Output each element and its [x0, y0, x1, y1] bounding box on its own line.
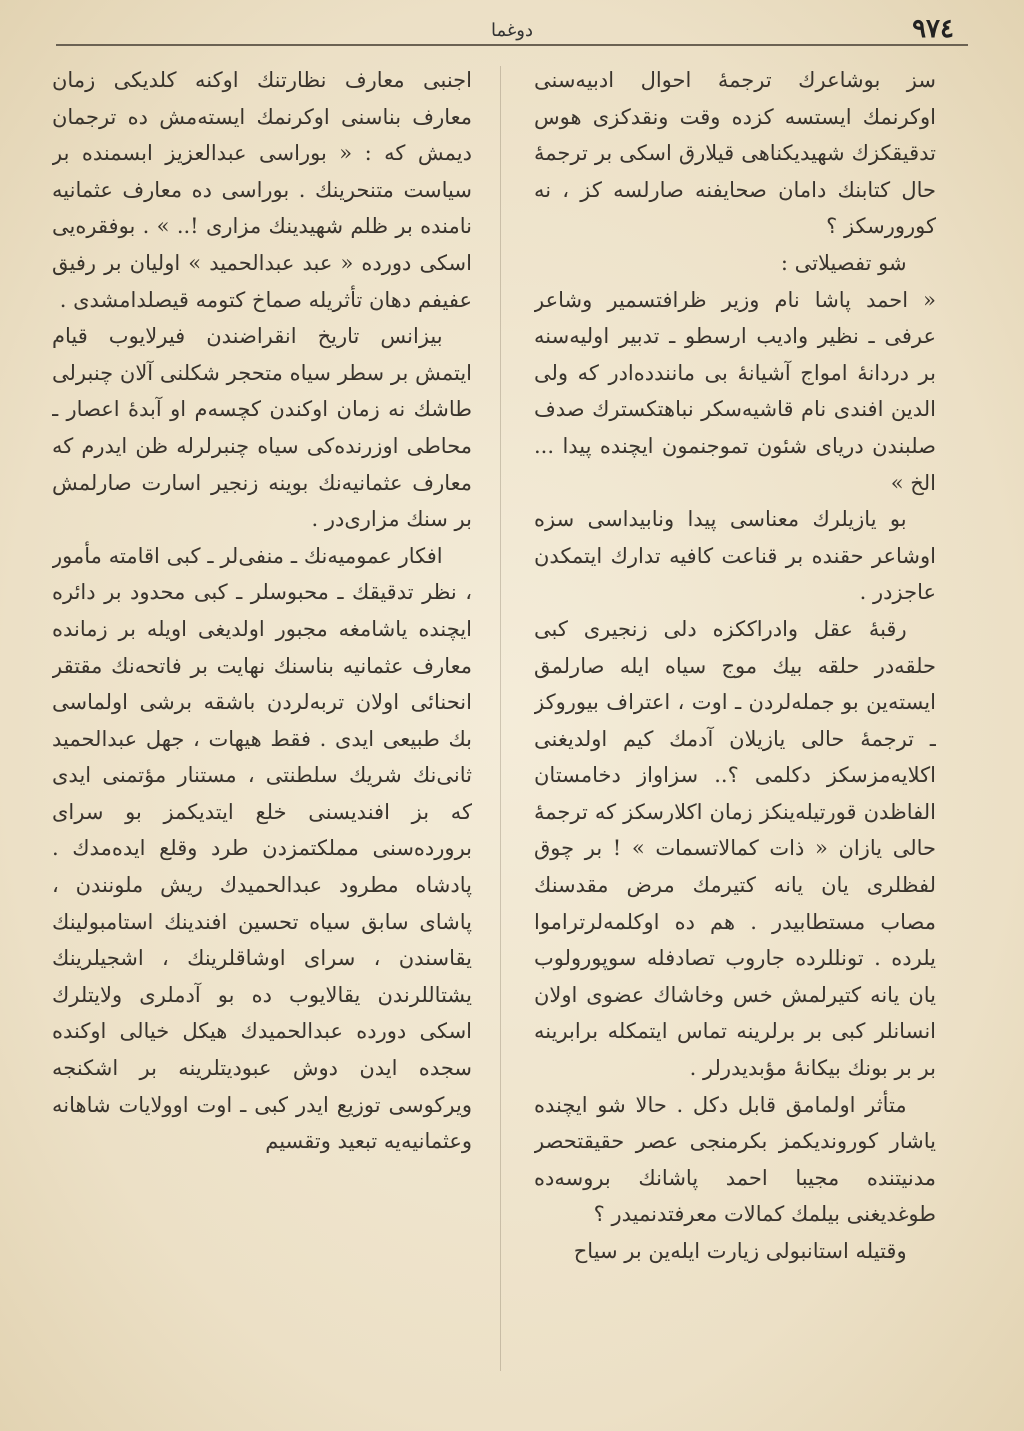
paragraph: متأثر اولمامق قابل دكل . حالا شو ایچنده یاشار كوروندیكمز بكرمنجی عصر حقیقتحصر مدنیتنده مجیبا احمد پاشانك بروسه‌ده طوغدیغنی بیلمك كمالات معرفتدنمیدر ؟ — [534, 1092, 936, 1227]
paragraph: بیزانس تاریخ انقراضندن فیرلایوب قیام ایتمش بر سطر سیاه متحجر شكلنی آلان چنبرلی طاشك نه زمان اوكندن كچسه‌م او آبدهٔ اعصار ـ محاطی اوزرنده‌كی سیاه چنبرلرله ظن ایدرم كه معارف عثمانیه‌نك بوینه زنجیر اسارت صارلمش بر سنك مزاری‌در . — [52, 324, 472, 532]
paragraph: افكار عمومیه‌نك ـ منفی‌لر ـ كبی اقامته مأمور ، نظر تدقیقك ـ محبوسلر ـ كبی محدود بر دائره ایچنده یاشامغه مجبور اولدیغی اویله بر زمانده معارف عثمانیه بناسنك نهایت بر فاتحه‌نك مقتقر انحنائی اولان تربه‌لردن باشقه برشی اولماسی بك طبیعی ایدی . فقط هیهات ، جهل عبدالحمید ثانی‌نك شریك سلطنتی ، مستنار مؤتمنی ایدی كه بز افندیسنی خلع ایتدیكمز بو سرای برورده‌سنی مملكتمزدن طرد وقلع ایده‌مدك . پادشاه مطرود عبدالحمیدك ریش ملونندن ، پاشای سابق سیاه تحسین افندینك استامبولینك یقاسندن ، سرای اوشاقلرینك ، اشجیلرینك یشتاللرندن یقالایوب ده بو آدملری ولایتلرك اسكی دورده عبدالحمیدك هیكل خیالی اوكنده سجده ایدن دوش عبودیتلرینه بر اشكنجه ویركوسی توزیع ایدر كبی ـ اوت اوولایات شاهانه وعثمانیه‌یه تبعید وتقسیم — [52, 543, 472, 1154]
paragraph: بو یازیلرك معناسی پیدا ونابیداسی سزه اوشاعر حقنده بر قناعت كافیه تدارك ایتمكدن عاجزدر . — [534, 507, 936, 605]
running-title: دوغما — [490, 20, 534, 41]
right-column — [534, 62, 936, 1381]
paragraph: « احمد پاشا نام وزیر ظرافتسمیر وشاعر عرفی ـ نظیر وادیب ارسطو ـ تدبیر اولیه‌سنه بر دردانهٔ امواج آشیانهٔ بی مانندده‌ادر كه ولی الدین افندی نام قاشیه‌سكر نباهتكسترك صدف صلبندن دریای شئون تموجنمون ایچنده پیدا ... الخ » — [534, 287, 936, 495]
paragraph: سز بوشاعرك ترجمهٔ احوال ادبیه‌سنی اوكرنمك ایستسه كزده وقت ونقدكزی هوس تدقیقكزك شهیدیكناهی قیلارق اسكی بر ترجمهٔ حال كتابنك دامان صحایفنه صارلسه كز ، نه كورورسكز ؟ — [534, 68, 936, 239]
paragraph: وقتیله استانبولی زیارت ایله‌ین بر سیاح — [573, 1239, 907, 1263]
left-column — [52, 62, 472, 1381]
page-number: ٩٧٤ — [912, 14, 954, 44]
header-rule — [56, 44, 968, 46]
paragraph: رقبهٔ عقل وادراككزه دلی زنجیری كبی حلقه‌در حلقه بیك موج سیاه ایله صارلمق ایسته‌ین بو جمله‌لردن ـ اوت ، اعتراف بیوروكز ـ ترجمهٔ حالی یازیلان آدمك كیم اولدیغنی اكلایه‌مزسكز دكلمی ؟.. سزاواز دخامستان الفاظدن قورتیله‌ینكز زمان اكلارسكز كه ترجمهٔ حالی یازان « ذات كمالاتسمات » ! بر چوق لفظلری یان یانه كتیرمك مرض مقدسنك مصاب مستطابیدر . هم ده اوكلمه‌لرتراموا یلرده . تونللرده جاروب تصادفله سوپورولوب یان یانه كتیرلمش خس وخاشاك عضوی اولان انسانلر كبی بر برلرینه تماس ایتمكله برابرینه بر بر بونك بیكانهٔ مؤبدیدرلر . — [534, 616, 936, 1081]
paragraph: شو تفصیلاتی : — [780, 250, 907, 275]
paragraph: اجنبی معارف نظارتنك اوكنه كلدیكی زمان معارف بناسنی اوكرنمك ایسته‌مش ده ترجمان دیمش كه : « بوراسی عبدالعزیز ابسمنده بر سیاست متنحرینك . بوراسی ده معارف عثمانیه نامنده بر ظلم شهیدینك مزاری !.. » . بوفقره‌یی اسكی دورده « عبد عبدالحمید » اولیان بر رفیق عفیفم دهان تأثریله صماخ كتومه قیصلدامشدی . — [52, 68, 472, 312]
column-divider — [500, 66, 501, 1371]
